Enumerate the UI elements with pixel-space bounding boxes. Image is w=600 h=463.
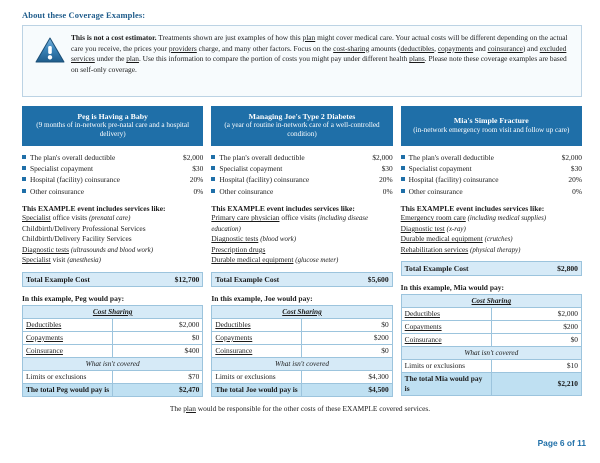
- cost-sharing-row-label: [23, 318, 113, 331]
- cost-sharing-row-label: [212, 331, 302, 344]
- table-row: [23, 344, 203, 357]
- link-excluded-services[interactable]: excluded services: [71, 43, 567, 64]
- services-title: This EXAMPLE event includes services like:: [400, 203, 545, 213]
- notice-body-2: might cover medical care. Your actual costs will be different depending on the actual care you receive, the prices your: [71, 33, 568, 53]
- what-isnt-covered-header: [401, 347, 581, 360]
- service-note: (glucose meter): [295, 257, 339, 265]
- table-row: [401, 360, 581, 373]
- plan-fact-row: [211, 153, 392, 163]
- service-item: [211, 255, 392, 266]
- column-header: [22, 106, 203, 146]
- service-link[interactable]: Durable medical equipment: [400, 234, 483, 244]
- cost-sharing-section-header: [212, 305, 392, 318]
- limits-or-exclusions-label: Limits or exclusions: [23, 370, 113, 383]
- notice-body-8: under the: [94, 54, 127, 64]
- in-this-example-label: In this example, Peg would pay:: [22, 293, 125, 303]
- plan-fact-value: $2,000: [561, 153, 582, 162]
- plan-fact-row: [211, 175, 392, 185]
- total-paid-value: $4,500: [302, 383, 392, 396]
- plan-fact-row: [401, 153, 582, 163]
- plan-fact-value: $30: [570, 164, 582, 174]
- plan-fact-value: 0%: [572, 186, 582, 196]
- total-example-cost-value: $5,600: [367, 274, 389, 284]
- plan-fact-label: Hospital (facility) coinsurance: [408, 175, 499, 185]
- cost-sharing-row-link[interactable]: Coinsurance: [404, 335, 442, 345]
- service-name: Childbirth/Delivery Facility Services: [22, 234, 132, 244]
- notice-body-4: amounts (: [369, 43, 401, 53]
- cost-sharing-row-value: $0: [302, 344, 392, 357]
- service-link[interactable]: Primary care physician: [211, 213, 280, 223]
- service-link[interactable]: Prescription drugs: [211, 244, 266, 254]
- service-name: Childbirth/Delivery Professional Services: [22, 223, 146, 233]
- table-row: [23, 331, 203, 344]
- service-rest: office visits: [279, 213, 318, 223]
- cost-sharing-table: [211, 305, 392, 397]
- plan-fact-value: $30: [192, 164, 204, 174]
- cost-sharing-row-value: $0: [491, 334, 581, 347]
- service-rest: office visits: [50, 213, 89, 223]
- what-isnt-covered-label: What isn't covered: [23, 357, 203, 370]
- limits-or-exclusions-value: $4,300: [302, 370, 392, 383]
- page-number: Page 6 of 11: [537, 438, 586, 448]
- table-row: [212, 344, 392, 357]
- plan-fact-row: [22, 164, 203, 174]
- services-title: This EXAMPLE event includes services like:: [22, 203, 166, 213]
- footer-note: [0, 404, 600, 413]
- service-link[interactable]: Emergency room care: [400, 213, 466, 223]
- cost-sharing-row-label: [401, 321, 491, 334]
- in-this-example-label: In this example, Mia would pay:: [400, 283, 505, 293]
- cost-sharing-row-label: [401, 334, 491, 347]
- cost-sharing-row-value: $2,000: [491, 308, 581, 321]
- link-copayments[interactable]: copayments: [437, 43, 474, 53]
- plan-fact-label: Other coinsurance: [408, 186, 463, 196]
- column-title: Mia's Simple Fracture: [453, 116, 529, 126]
- notice-body-9: . Use this information to compare the portion of costs you might pay under different health: [138, 54, 410, 64]
- cost-sharing-row-link[interactable]: Copayments: [404, 322, 442, 332]
- limits-or-exclusions-value: $70: [113, 370, 203, 383]
- table-row: [212, 370, 392, 383]
- service-note: (blood work): [260, 236, 296, 244]
- table-row: [212, 331, 392, 344]
- cost-sharing-row-label: [212, 318, 302, 331]
- service-note: (ultrasounds and blood work): [70, 246, 153, 254]
- cost-sharing-row-value: $200: [302, 331, 392, 344]
- what-isnt-covered-label: What isn't covered: [212, 357, 392, 370]
- cost-sharing-label: Cost Sharing: [282, 306, 322, 316]
- plan-facts-list: [211, 153, 392, 197]
- plan-fact-label: Other coinsurance: [30, 186, 84, 196]
- plan-fact-row: [401, 175, 582, 185]
- service-link[interactable]: Durable medical equipment: [211, 255, 294, 265]
- plan-fact-value: $2,000: [372, 153, 393, 162]
- service-link[interactable]: Diagnostic test: [400, 223, 445, 233]
- plan-fact-label: Specialist copayment: [408, 164, 472, 174]
- cost-sharing-row-value: $200: [491, 321, 581, 334]
- services-title: This EXAMPLE event includes services like:: [211, 203, 355, 213]
- plan-fact-row: [22, 153, 203, 163]
- service-link[interactable]: Specialist: [22, 213, 51, 223]
- square-bullet-icon: [22, 189, 26, 193]
- plan-fact-label: Specialist copayment: [219, 164, 283, 174]
- cost-sharing-section-header: [401, 295, 581, 308]
- notice-body-7: ) and: [522, 43, 540, 53]
- plan-fact-row: [211, 187, 392, 197]
- square-bullet-icon: [211, 189, 215, 193]
- total-example-cost-label: Total Example Cost: [404, 264, 469, 274]
- service-item: [22, 255, 203, 266]
- notice-body-5: ,: [434, 43, 438, 53]
- square-bullet-icon: [22, 177, 26, 181]
- service-note: (prenatal care): [89, 215, 131, 223]
- service-note: (physical therapy): [470, 246, 521, 254]
- square-bullet-icon: [401, 177, 405, 181]
- cost-sharing-row-label: [23, 331, 113, 344]
- cost-sharing-row-link[interactable]: Deductibles: [404, 309, 440, 319]
- table-row: [212, 318, 392, 331]
- coverage-example-column: [211, 106, 392, 397]
- square-bullet-icon: [211, 166, 215, 170]
- cost-sharing-table: [22, 305, 203, 397]
- service-item: [401, 245, 582, 256]
- total-paid-label: The total Peg would pay is: [23, 383, 113, 396]
- notice-body-10: . Please note these coverage examples are based on self-only coverage.: [71, 54, 567, 74]
- link-deductibles[interactable]: deductibles: [400, 43, 435, 53]
- cost-sharing-row-link[interactable]: Coinsurance: [26, 345, 63, 355]
- plan-facts-list: [22, 153, 203, 197]
- cost-sharing-row-link[interactable]: Copayments: [26, 332, 63, 342]
- service-link[interactable]: Rehabilitation services: [400, 244, 469, 254]
- plan-fact-label: The plan's overall deductible: [408, 153, 494, 162]
- services-list: [401, 213, 582, 255]
- table-row: [401, 334, 581, 347]
- cost-sharing-row-link[interactable]: Copayments: [215, 332, 253, 342]
- cost-sharing-label: Cost Sharing: [471, 296, 512, 306]
- warning-triangle-icon: [29, 33, 71, 64]
- plan-fact-value: $30: [381, 164, 393, 174]
- plan-fact-row: [22, 175, 203, 185]
- plan-fact-row: [22, 187, 203, 197]
- page-title: About these Coverage Examples:: [22, 10, 146, 20]
- service-item: [211, 213, 392, 234]
- link-plan-2[interactable]: plan: [126, 54, 139, 64]
- plan-facts-list: [401, 153, 582, 197]
- plan-fact-label: Hospital (facility) coinsurance: [219, 175, 310, 185]
- plan-fact-row: [401, 187, 582, 197]
- table-row: [23, 370, 203, 383]
- notice-text: [71, 33, 573, 75]
- total-row: [212, 383, 392, 396]
- total-row: [401, 373, 581, 396]
- link-plan[interactable]: plan: [302, 33, 316, 42]
- service-note: (crutches): [484, 236, 513, 244]
- cost-sharing-row-label: [23, 344, 113, 357]
- service-item: [211, 245, 392, 256]
- link-cost-sharing[interactable]: cost-sharing: [333, 43, 370, 53]
- column-subtitle: (in-network emergency room visit and follow up care): [413, 125, 570, 134]
- cost-sharing-label: Cost Sharing: [92, 306, 133, 316]
- cost-sharing-row-label: [212, 344, 302, 357]
- notice-body-6: and: [473, 43, 488, 53]
- limits-or-exclusions-label: Limits or exclusions: [212, 370, 302, 383]
- column-subtitle: (a year of routine in-network care of a well-controlled condition): [224, 121, 380, 139]
- total-example-cost-bar: [22, 272, 203, 287]
- cost-sharing-row-value: $0: [302, 318, 392, 331]
- square-bullet-icon: [22, 155, 26, 159]
- limits-or-exclusions-label: Limits or exclusions: [401, 360, 491, 373]
- column-header: [401, 106, 582, 146]
- plan-fact-row: [211, 164, 392, 174]
- total-example-cost-value: $2,800: [557, 264, 578, 274]
- service-rest: visit: [50, 255, 68, 265]
- what-isnt-covered-header: [212, 357, 392, 370]
- service-link[interactable]: Diagnostic tests: [211, 234, 259, 244]
- total-example-cost-label: Total Example Cost: [215, 274, 280, 284]
- plan-fact-value: $2,000: [183, 153, 204, 162]
- square-bullet-icon: [401, 166, 405, 170]
- service-item: [22, 224, 203, 235]
- square-bullet-icon: [22, 166, 26, 170]
- notice-box: [22, 25, 582, 97]
- link-plan-footer[interactable]: plan: [183, 404, 196, 413]
- square-bullet-icon: [401, 189, 405, 193]
- cost-sharing-row-value: $2,000: [113, 318, 203, 331]
- total-paid-label: The total Mia would pay is: [401, 373, 491, 396]
- square-bullet-icon: [211, 155, 215, 159]
- table-row: [23, 318, 203, 331]
- total-row: [23, 383, 203, 396]
- total-paid-label: The total Joe would pay is: [212, 383, 302, 396]
- coverage-example-column: [401, 106, 582, 397]
- plan-fact-value: 20%: [379, 175, 393, 185]
- total-example-cost-label: Total Example Cost: [26, 274, 90, 284]
- service-note: (including medical supplies): [467, 215, 547, 223]
- service-item: [401, 224, 582, 235]
- service-item: [401, 213, 582, 224]
- plan-fact-value: 20%: [568, 175, 582, 185]
- column-header: [211, 106, 392, 146]
- in-this-example-label: In this example, Joe would pay:: [211, 293, 313, 303]
- table-row: [401, 308, 581, 321]
- plan-fact-value: 0%: [382, 186, 393, 196]
- cost-sharing-row-label: [401, 308, 491, 321]
- services-list: [22, 213, 203, 266]
- notice-lead: This is not a cost estimator.: [71, 33, 157, 42]
- notice-body-3: charge, and many other factors. Focus on the: [196, 43, 334, 53]
- column-title: Managing Joe's Type 2 Diabetes: [248, 111, 356, 121]
- total-paid-value: $2,210: [491, 373, 581, 396]
- column-title: Peg is Having a Baby: [77, 111, 148, 121]
- total-example-cost-bar: [401, 261, 582, 276]
- cost-sharing-row-value: $0: [113, 331, 203, 344]
- total-example-cost-value: $12,700: [174, 274, 200, 284]
- notice-body-1: Treatments shown are just examples of how this: [156, 33, 303, 42]
- plan-fact-label: The plan's overall deductible: [30, 153, 116, 162]
- coverage-example-columns: [22, 106, 582, 397]
- column-subtitle: (9 months of in-network pre-natal care and a hospital delivery): [36, 121, 190, 139]
- link-plans[interactable]: plans: [409, 54, 425, 64]
- services-list: [211, 213, 392, 266]
- cost-sharing-section-header: [23, 305, 203, 318]
- footer-note-pre: The: [169, 404, 184, 413]
- cost-sharing-row-link[interactable]: Deductibles: [26, 319, 62, 329]
- total-example-cost-bar: [211, 272, 392, 287]
- plan-fact-label: Hospital (facility) coinsurance: [30, 175, 120, 185]
- service-link[interactable]: Specialist: [22, 255, 51, 265]
- total-paid-value: $2,470: [113, 383, 203, 396]
- service-item: [401, 234, 582, 245]
- square-bullet-icon: [211, 177, 215, 181]
- link-coinsurance[interactable]: coinsurance: [487, 43, 523, 53]
- coverage-example-column: [22, 106, 203, 397]
- service-item: [211, 234, 392, 245]
- link-providers[interactable]: providers: [168, 43, 197, 53]
- service-note: (anesthesia): [67, 257, 101, 265]
- service-item: [22, 245, 203, 256]
- cost-sharing-table: [401, 294, 582, 396]
- table-row: [401, 321, 581, 334]
- service-note: (including disease education): [211, 215, 369, 233]
- square-bullet-icon: [401, 155, 405, 159]
- service-note: (x-ray): [446, 225, 466, 233]
- plan-fact-row: [401, 164, 582, 174]
- service-link[interactable]: Diagnostic tests: [22, 244, 70, 254]
- what-isnt-covered-header: [23, 357, 203, 370]
- cost-sharing-row-link[interactable]: Coinsurance: [215, 345, 253, 355]
- cost-sharing-row-value: $400: [113, 344, 203, 357]
- service-item: [22, 234, 203, 245]
- what-isnt-covered-label: What isn't covered: [401, 347, 581, 360]
- limits-or-exclusions-value: $10: [491, 360, 581, 373]
- plan-fact-value: 20%: [189, 175, 204, 185]
- plan-fact-label: The plan's overall deductible: [219, 153, 305, 162]
- cost-sharing-row-link[interactable]: Deductibles: [215, 319, 251, 329]
- plan-fact-label: Specialist copayment: [30, 164, 94, 174]
- service-item: [22, 213, 203, 224]
- footer-note-post: would be responsible for the other costs of these EXAMPLE covered services.: [195, 404, 431, 413]
- plan-fact-label: Other coinsurance: [219, 186, 274, 196]
- plan-fact-value: 0%: [193, 186, 204, 196]
